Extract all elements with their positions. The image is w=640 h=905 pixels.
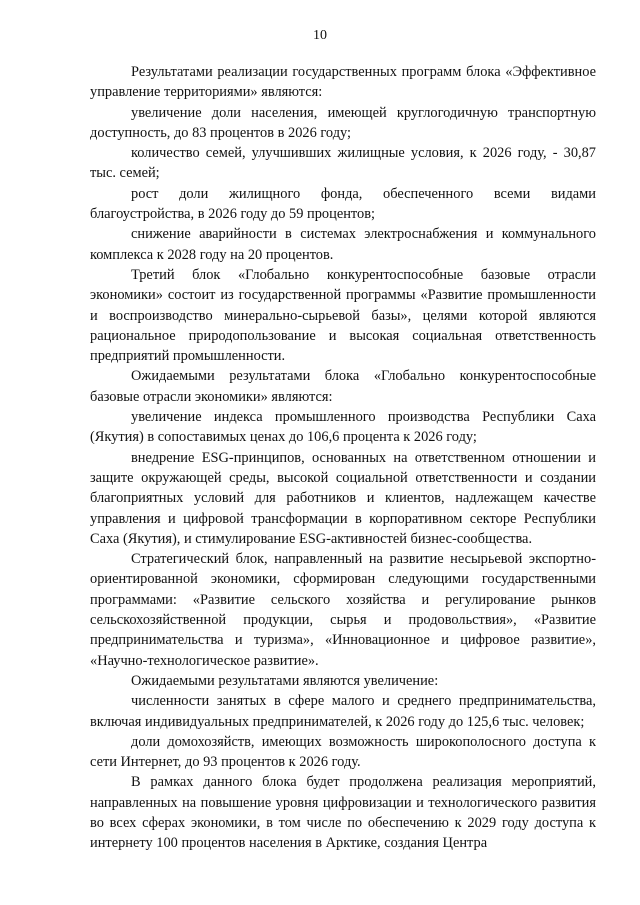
paragraph: снижение аварийности в системах электроснабжения и коммунального комплекса к 2028 году на 20 процентов. xyxy=(90,226,596,263)
paragraph: рост доли жилищного фонда, обеспеченного всеми видами благоустройства, в 2026 году до 59 процентов; xyxy=(90,185,596,223)
paragraph: количество семей, улучшивших жилищные условия, к 2026 году, - 30,87 тыс. семей; xyxy=(90,145,596,182)
paragraph: внедрение ESG-принципов, основанных на ответственном отношении и защите окружающей среды, высокой социальной ответственности и создании благоприятных условий для работников и клиентов, надлежащем качестве управления и цифровой трансформации в корпоративном секторе Республики Саха (Якутия), и стимулирование ESG-активностей бизнес-сообщества. xyxy=(90,449,596,547)
paragraph: Стратегический блок, направленный на развитие несырьевой экспортно-ориентированной экономики, сформирован следующими государственными программами: «Развитие сельского хозяйства и регулирование рынков сельскохозяйственной продукции, сырья и продовольствия», «Развитие предпринимательства и туризма», «Инновационное и цифровое развитие», «Научно-технологическое развитие». xyxy=(90,551,596,669)
paragraph: численности занятых в сфере малого и среднего предпринимательства, включая индивидуальных предпринимателей, к 2026 году до 125,6 тыс. человек; xyxy=(90,693,596,730)
paragraph: Третий блок «Глобально конкурентоспособные базовые отрасли экономики» состоит из государственной программы «Развитие промышленности и воспроизводство минерально-сырьевой базы», целями которой являются рациональное природопользование и высокая социальная ответственность предприятий промышленности. xyxy=(90,266,596,365)
page-number: 10 xyxy=(313,28,327,43)
paragraph: Ожидаемыми результатами являются увеличение: xyxy=(131,672,439,689)
document-body xyxy=(90,62,596,854)
paragraph: доли домохозяйств, имеющих возможность широкополосного доступа к сети Интернет, до 93 процентов к 2026 году. xyxy=(90,733,596,771)
paragraph: увеличение индекса промышленного производства Республики Саха (Якутия) в сопоставимых ценах до 106,6 процента к 2026 году; xyxy=(90,409,596,446)
paragraph: В рамках данного блока будет продолжена реализация мероприятий, направленных на повышение уровня цифровизации и технологического развития во всех сферах экономики, в том числе по обеспечению к 2029 году доступа к интернету 100 процентов населения в Арктике, создания Центра xyxy=(90,774,596,852)
paragraph: Результатами реализации государственных программ блока «Эффективное управление территориями» являются: xyxy=(90,64,596,101)
paragraph: увеличение доли населения, имеющей круглогодичную транспортную доступность, до 83 процентов в 2026 году; xyxy=(90,104,596,141)
paragraph: Ожидаемыми результатами блока «Глобально конкурентоспособные базовые отрасли экономики» являются: xyxy=(90,368,596,405)
